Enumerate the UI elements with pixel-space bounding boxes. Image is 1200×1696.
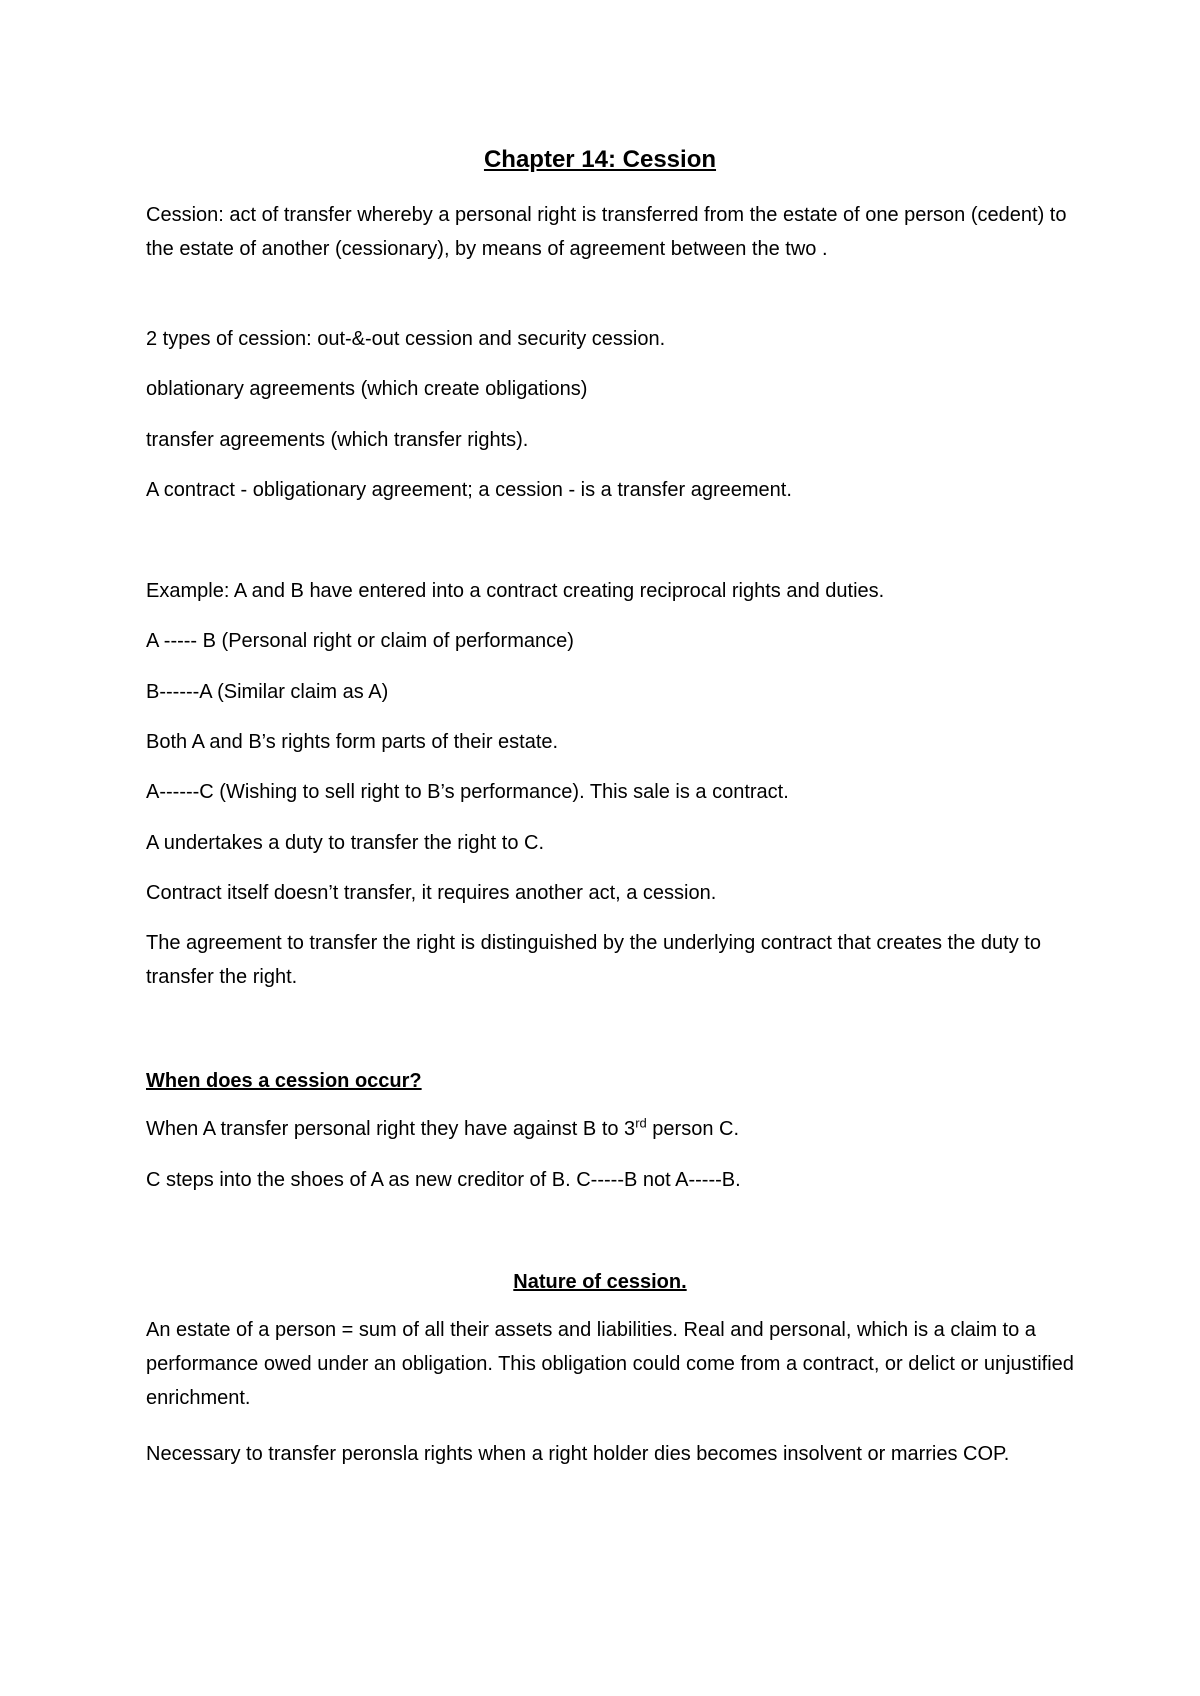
when-paragraph-2: C steps into the shoes of A as new creditor of B. C-----B not A-----B. [146,1169,741,1191]
ordinal-superscript: rd [635,1115,647,1131]
contract-cession-paragraph: A contract - obligationary agreement; a cession - is a transfer agreement. [146,479,792,501]
when-text-before: When A transfer personal right they have against B to 3 [146,1118,636,1140]
example-paragraph: Example: A and B have entered into a contract creating reciprocal rights and duties. [146,580,885,602]
contract-transfer-paragraph: Contract itself doesn’t transfer, it requires another act, a cession. [146,882,717,904]
when-section-heading: When does a cession occur? [146,1070,422,1092]
nature-paragraph-2: Necessary to transfer peronsla rights when a right holder dies becomes insolvent or marries COP. [146,1443,1010,1465]
a-b-relation-paragraph: A ----- B (Personal right or claim of performance) [146,630,574,652]
definition-paragraph: Cession: act of transfer whereby a personal right is transferred from the estate of one person (cedent) to the estate of another (cessionary), by means of agreement between the two . [146,204,1067,260]
oblationary-paragraph: oblationary agreements (which create obligations) [146,378,588,400]
page-title: Chapter 14: Cession [483,146,717,173]
when-paragraph-1 [146,1112,1076,1146]
estate-paragraph: Both A and B’s rights form parts of their estate. [146,731,559,753]
when-text-after: person C. [646,1118,740,1140]
a-c-relation-paragraph: A------C (Wishing to sell right to B’s performance). This sale is a contract. [146,781,789,803]
transfer-agreements-paragraph: transfer agreements (which transfer rights). [146,429,529,451]
duty-paragraph: A undertakes a duty to transfer the right to C. [146,832,544,854]
types-paragraph: 2 types of cession: out-&-out cession and security cession. [146,328,666,350]
nature-section-heading: Nature of cession. [513,1271,687,1293]
nature-paragraph-1: An estate of a person = sum of all their assets and liabilities. Real and personal, which is a claim to a performance owed under an obligation. This obligation could come from a contract, or delict or unjustified enrichment. [146,1319,1074,1409]
agreement-distinction-paragraph: The agreement to transfer the right is distinguished by the underlying contract that creates the duty to transfer the right. [146,932,1041,988]
b-a-relation-paragraph: B------A (Similar claim as A) [146,681,389,703]
